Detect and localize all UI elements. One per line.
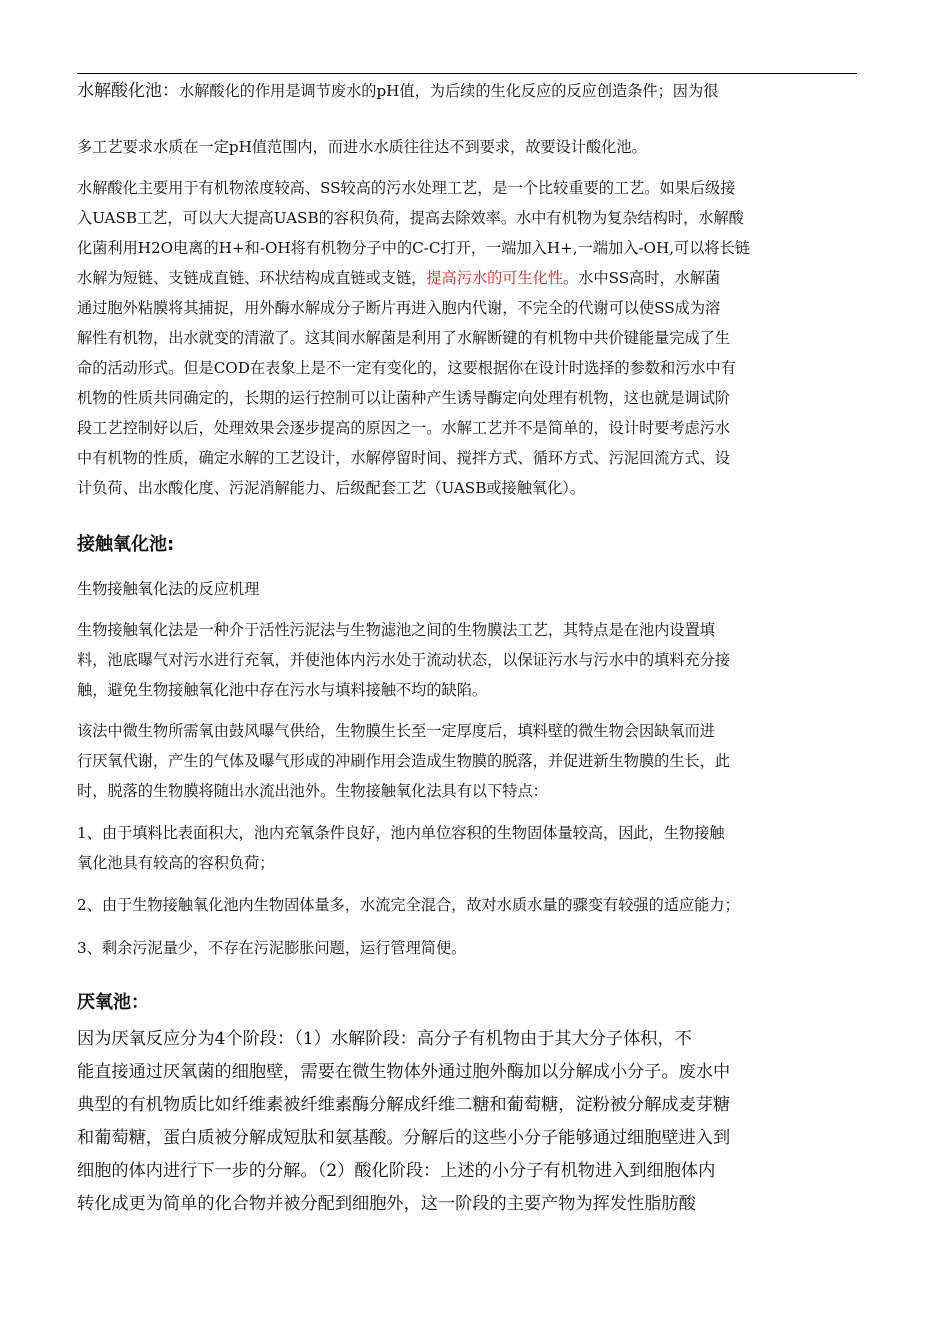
s1-line-2: 多工艺要求水质在一定pH值范围内，而进水水质往往达不到要求，故要设计酸化池。 bbox=[77, 138, 647, 156]
s2-list-item-1-cont: 氧化池具有较高的容积负荷； bbox=[77, 854, 275, 872]
s1-para-line: 水解酸化主要用于有机物浓度较高、SS较高的污水处理工艺，是一个比较重要的工艺。如果后级接 bbox=[77, 179, 736, 197]
s3-para-line: 因为厌氧反应分为4个阶段：（1）水解阶段：高分子有机物由于其大分子体积，不 bbox=[77, 1029, 692, 1049]
s3-para-line: 细胞的体内进行下一步的分解。（2）酸化阶段：上述的小分子有机物进入到细胞体内 bbox=[77, 1161, 716, 1181]
s3-para-line: 转化成更为简单的化合物并被分配到细胞外，这一阶段的主要产物为挥发性脂肪酸 bbox=[77, 1194, 696, 1214]
section-heading-contact-oxidation: 接触氧化池: bbox=[77, 534, 175, 555]
s1-para-line: 命的活动形式。但是COD在表象上是不一定有变化的，这要根据你在设计时选择的参数和污水中有 bbox=[77, 359, 736, 377]
s1-para-line: 水解为短链、支链成直链、环状结构成直链或支链，提高污水的可生化性。水中SS高时，水解菌 bbox=[77, 269, 721, 287]
s1-para-line: 入UASB工艺，可以大大提高UASB的容积负荷，提高去除效率。水中有机物为复杂结构时，水解酸 bbox=[77, 209, 744, 227]
s2-para1-line: 生物接触氧化法是一种介于活性污泥法与生物滤池之间的生物膜法工艺，其特点是在池内设置填 bbox=[77, 621, 715, 639]
s2-para2-line: 该法中微生物所需氧由鼓风曝气供给，生物膜生长至一定厚度后，填料壁的微生物会因缺氧而进 bbox=[77, 722, 715, 740]
section-heading-anaerobic: 厌氧池： bbox=[77, 992, 149, 1013]
s1-para-line: 通过胞外粘膜将其捕捉，用外酶水解成分子断片再进入胞内代谢，不完全的代谢可以使SS成为溶 bbox=[77, 299, 721, 317]
s1-para-line: 计负荷、出水酸化度、污泥消解能力、后级配套工艺（UASB或接触氧化）。 bbox=[77, 479, 586, 497]
s2-subheading: 生物接触氧化法的反应机理 bbox=[77, 580, 260, 598]
s1-para-line: 段工艺控制好以后，处理效果会逐步提高的原因之一。水解工艺并不是简单的，设计时要考虑污水 bbox=[77, 419, 731, 437]
header-rule bbox=[77, 73, 857, 74]
s1-para-line: 机物的性质共同确定的，长期的运行控制可以让菌种产生诱导酶定向处理有机物，这也就是调试阶 bbox=[77, 389, 731, 407]
s1-para-line: 解性有机物，出水就变的清澈了。这其间水解菌是利用了水解断键的有机物中共价键能量完成了生 bbox=[77, 329, 731, 347]
s3-para-line: 典型的有机物质比如纤维素被纤维素酶分解成纤维二糖和葡萄糖，淀粉被分解成麦芽糖 bbox=[77, 1095, 731, 1115]
s2-list-item-1: 1、由于填料比表面积大，池内充氧条件良好，池内单位容积的生物固体量较高，因此，生物接触 bbox=[77, 824, 725, 842]
s1-para-line: 化菌利用H2O电离的H+和-OH将有机物分子中的C-C打开，一端加入H+,一端加入-OH,可以将长链 bbox=[77, 239, 750, 257]
s2-list-item-2: 2、由于生物接触氧化池内生物固体量多，水流完全混合，故对水质水量的骤变有较强的适应能力； bbox=[77, 896, 740, 914]
highlight-red-text: 提高污水的可生化性 bbox=[426, 269, 563, 287]
s2-list-item-3: 3、剩余污泥量少，不存在污泥膨胀问题，运行管理简便。 bbox=[77, 939, 467, 957]
s3-para-line: 和葡萄糖，蛋白质被分解成短肽和氨基酸。分解后的这些小分子能够通过细胞壁进入到 bbox=[77, 1128, 731, 1148]
s2-para1-line: 料，池底曝气对污水进行充氧，并使池体内污水处于流动状态，以保证污水与污水中的填料充分接 bbox=[77, 651, 731, 669]
s2-para1-line: 触，避免生物接触氧化池中存在污水与填料接触不均的缺陷。 bbox=[77, 681, 488, 699]
s1-lead-title: 水解酸化池： bbox=[77, 81, 179, 101]
s1-line-1: 水解酸化池：水解酸化的作用是调节废水的pH值，为后续的生化反应的反应创造条件；因为很 bbox=[77, 81, 719, 101]
s3-para-line: 能直接通过厌氧菌的细胞壁，需要在微生物体外通过胞外酶加以分解成小分子。废水中 bbox=[77, 1062, 731, 1082]
s2-para2-line: 行厌氧代谢，产生的气体及曝气形成的冲刷作用会造成生物膜的脱落，并促进新生物膜的生长，此 bbox=[77, 752, 731, 770]
s2-para2-line: 时，脱落的生物膜将随出水流出池外。生物接触氧化法具有以下特点： bbox=[77, 782, 548, 800]
s1-para-line: 中有机物的性质，确定水解的工艺设计，水解停留时间、搅拌方式、循环方式、污泥回流方式、设 bbox=[77, 449, 731, 467]
